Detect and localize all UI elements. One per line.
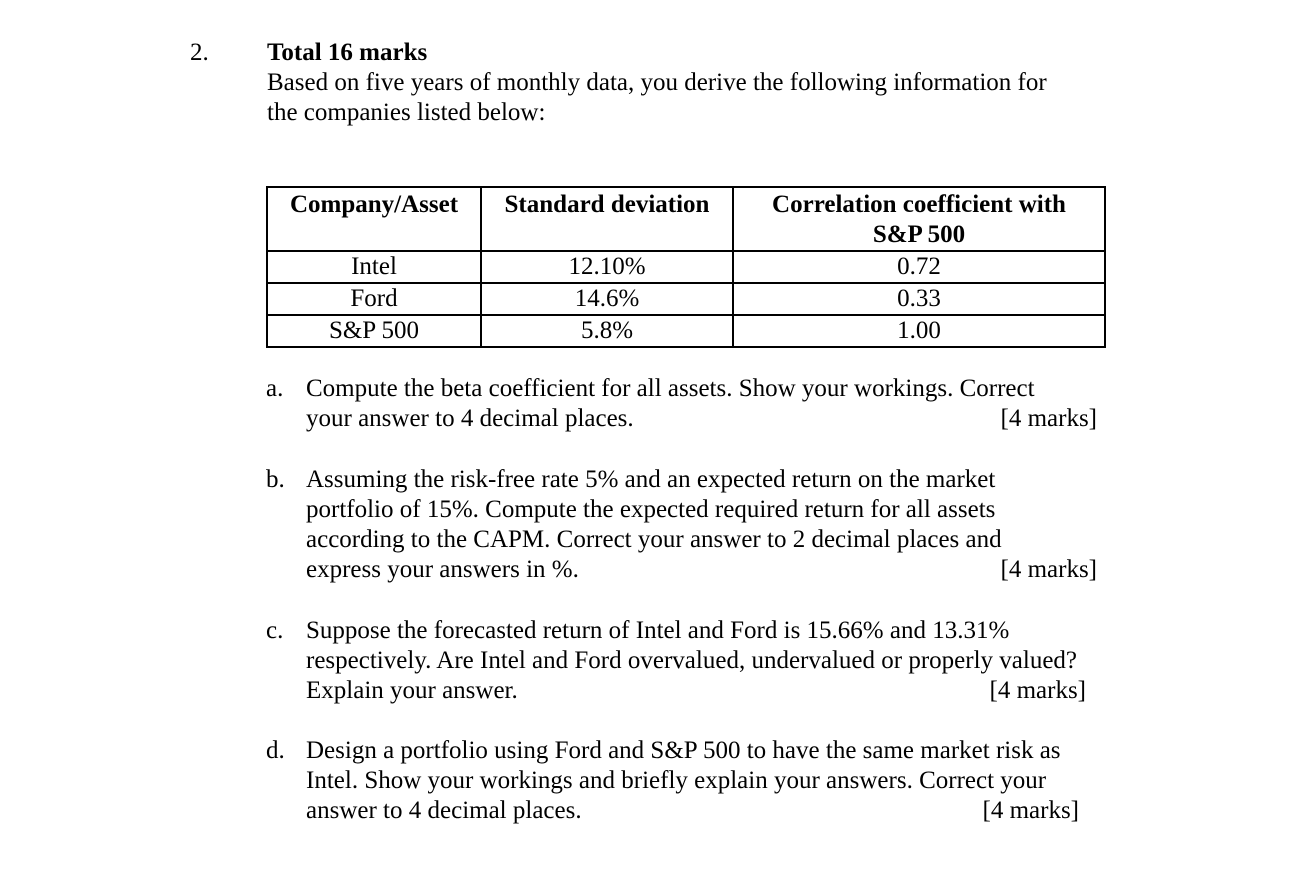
part-a-line-2: your answer to 4 decimal places.	[306, 405, 634, 432]
part-c-line-2: respectively. Are Intel and Ford overvalued, undervalued or properly valued?	[306, 647, 1078, 674]
part-a-marks: [4 marks]	[1000, 405, 1097, 432]
cell-asset: Ford	[267, 283, 481, 315]
part-c-line-1: Suppose the forecasted return of Intel and Ford is 15.66% and 13.31%	[306, 617, 1010, 644]
company-data-table	[266, 186, 1106, 348]
part-a-text	[306, 374, 1097, 434]
table-header-row	[267, 187, 1105, 251]
part-a-letter: a.	[266, 375, 284, 402]
header-company-asset: Company/Asset	[267, 187, 481, 251]
table-row	[267, 283, 1105, 315]
header-correlation-line-1: Correlation coefficient with	[772, 191, 1066, 218]
part-b-text	[306, 465, 1097, 585]
intro-line-1: Based on five years of monthly data, you derive the following information for	[267, 69, 1047, 96]
part-d-line-2: Intel. Show your workings and briefly explain your answers. Correct your	[306, 767, 1047, 794]
cell-asset: S&P 500	[267, 315, 481, 347]
part-a-last-line	[306, 404, 1097, 434]
cell-corr: 0.33	[733, 283, 1105, 315]
cell-corr: 0.72	[733, 251, 1105, 283]
part-b-line-2: portfolio of 15%. Compute the expected required return for all assets	[306, 496, 996, 523]
header-correlation-line-2: S&P 500	[872, 221, 966, 248]
question-title: Total 16 marks	[267, 39, 428, 66]
part-d-last-line	[306, 796, 1097, 826]
part-b-marks: [4 marks]	[1000, 556, 1097, 583]
part-d-marks: [4 marks]	[982, 797, 1079, 824]
table-row	[267, 251, 1105, 283]
part-c-last-line	[306, 676, 1110, 706]
part-b-last-line	[306, 555, 1097, 585]
part-a-line-1: Compute the beta coefficient for all assets. Show your workings. Correct	[306, 375, 1035, 402]
cell-asset: Intel	[267, 251, 481, 283]
part-d-line-3: answer to 4 decimal places.	[306, 797, 582, 824]
cell-sd: 12.10%	[481, 251, 733, 283]
cell-sd: 14.6%	[481, 283, 733, 315]
header-correlation	[733, 187, 1105, 251]
part-b-line-1: Assuming the risk-free rate 5% and an expected return on the market	[306, 466, 996, 493]
header-standard-deviation: Standard deviation	[481, 187, 733, 251]
part-b-line-3: according to the CAPM. Correct your answer to 2 decimal places and	[306, 526, 1002, 553]
part-d-line-1: Design a portfolio using Ford and S&P 500 to have the same market risk as	[306, 737, 1061, 764]
question-header	[267, 38, 1102, 128]
intro-line-2: the companies listed below:	[267, 99, 546, 126]
part-d-text	[306, 736, 1097, 826]
part-d-letter: d.	[266, 737, 285, 764]
question-number: 2.	[190, 39, 209, 66]
question-intro	[267, 68, 1102, 128]
part-c-line-3: Explain your answer.	[306, 677, 518, 704]
cell-corr: 1.00	[733, 315, 1105, 347]
part-c-text	[306, 616, 1110, 706]
part-b-line-4: express your answers in %.	[306, 556, 579, 583]
table-row	[267, 315, 1105, 347]
part-b-letter: b.	[266, 466, 285, 493]
part-c-letter: c.	[266, 617, 284, 644]
cell-sd: 5.8%	[481, 315, 733, 347]
part-c-marks: [4 marks]	[989, 677, 1086, 704]
